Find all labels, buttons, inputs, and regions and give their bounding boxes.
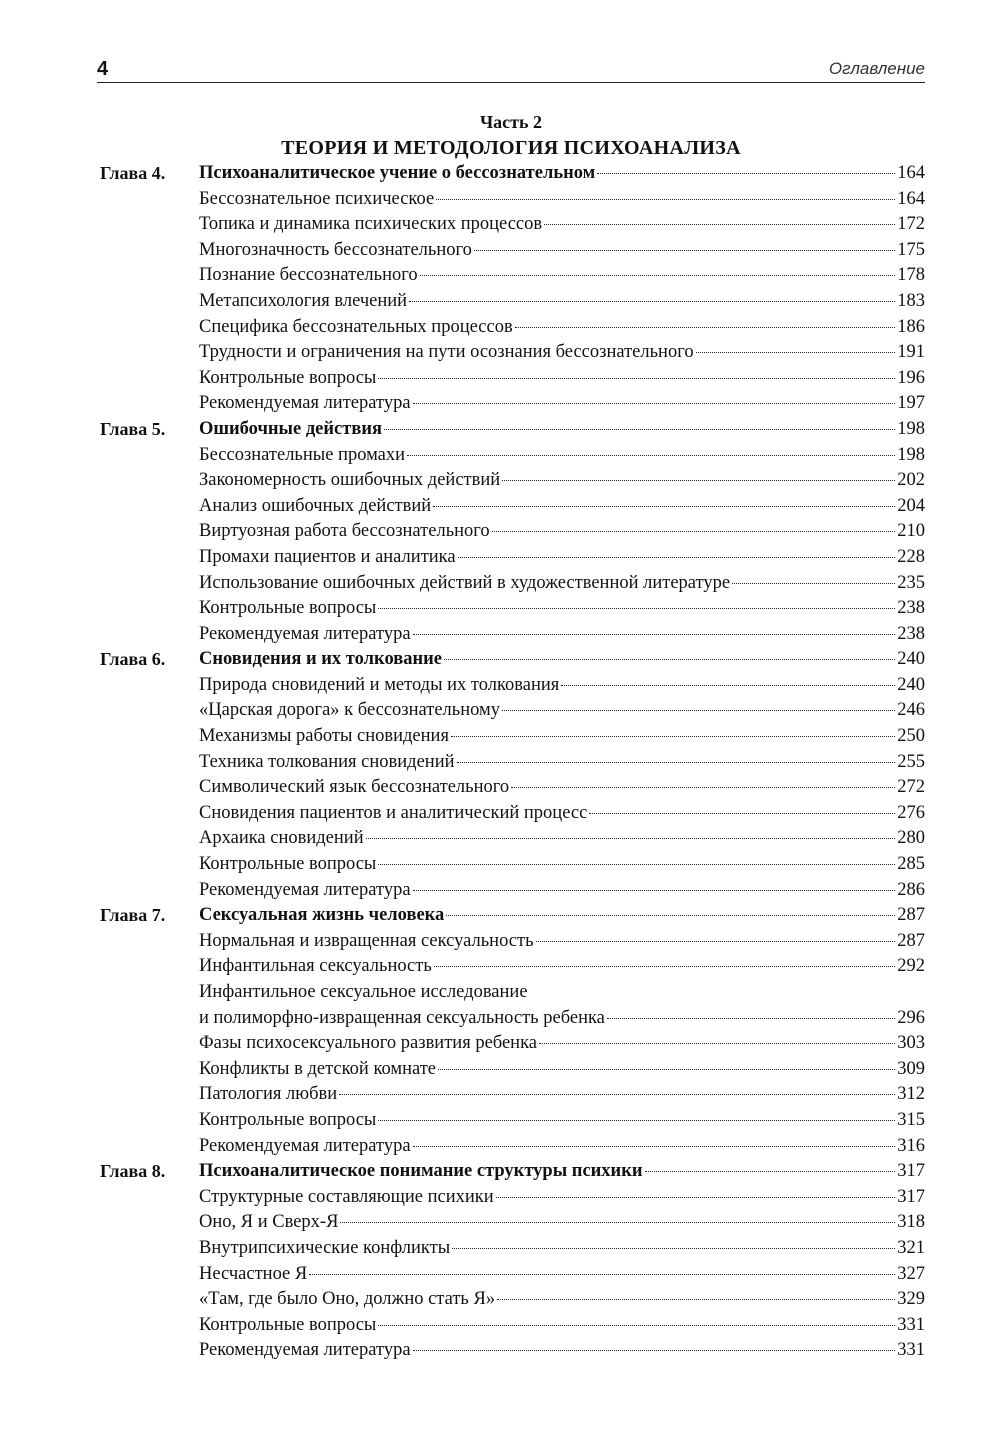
entry-title: Рекомендуемая литература <box>199 1135 411 1156</box>
dot-leader <box>502 710 895 711</box>
dot-leader <box>384 429 895 430</box>
entry-title: Патология любви <box>199 1084 338 1105</box>
entry-page-number: 164 <box>897 163 925 183</box>
dot-leader <box>696 352 896 353</box>
dot-leader <box>444 659 895 660</box>
entry-page-number: 317 <box>897 1161 925 1182</box>
section-row-entry[interactable] <box>199 1264 925 1285</box>
section-row[interactable] <box>0 853 1000 879</box>
table-of-contents <box>0 162 1000 1365</box>
section-row-entry[interactable] <box>199 445 925 466</box>
entry-title: «Царская дорога» к бессознательному <box>199 700 500 721</box>
entry-title: Метапсихология влечений <box>199 290 408 311</box>
entry-title: Топика и динамика психических процессов <box>199 214 543 235</box>
section-row-entry[interactable] <box>199 700 925 721</box>
section-row[interactable] <box>0 1135 1000 1161</box>
dot-leader <box>515 327 896 328</box>
entry-title: Контрольные вопросы <box>199 1314 377 1335</box>
dot-leader <box>502 480 895 481</box>
chapter-row[interactable] <box>0 1160 1000 1186</box>
entry-page-number: 235 <box>897 572 925 593</box>
dot-leader <box>409 301 895 302</box>
entry-page-number: 186 <box>897 316 925 337</box>
section-row-entry[interactable] <box>199 1084 925 1105</box>
dot-leader <box>458 557 896 558</box>
entry-title: Контрольные вопросы <box>199 1109 377 1130</box>
entry-title: Нормальная и извращенная сексуальность <box>199 930 534 951</box>
entry-page-number: 318 <box>897 1212 925 1233</box>
entry-title: Промахи пациентов и аналитика <box>199 546 456 567</box>
entry-page-number: 228 <box>897 546 925 567</box>
section-row-entry[interactable] <box>199 317 925 338</box>
part-label: Часть 2 <box>479 112 543 132</box>
dot-leader <box>497 1299 895 1300</box>
section-row[interactable] <box>0 725 1000 751</box>
section-row-entry[interactable] <box>199 726 925 747</box>
entry-page-number: 331 <box>897 1340 925 1361</box>
section-row[interactable] <box>0 239 1000 265</box>
section-row-entry[interactable] <box>199 982 925 1003</box>
entry-title: Психоаналитическое понимание структуры психики <box>199 1161 643 1182</box>
dot-leader <box>378 1120 895 1121</box>
section-row-entry[interactable] <box>199 573 925 594</box>
entry-page-number: 287 <box>897 905 925 926</box>
section-row[interactable] <box>0 981 1000 1007</box>
entry-title: Инфантильная сексуальность <box>199 956 432 977</box>
dot-leader <box>544 224 895 225</box>
dot-leader <box>561 685 895 686</box>
dot-leader <box>436 199 895 200</box>
section-row-entry[interactable] <box>199 1033 925 1054</box>
entry-page-number: 272 <box>897 777 925 798</box>
dot-leader <box>339 1094 895 1095</box>
dot-leader <box>378 378 895 379</box>
entry-title: Структурные составляющие психики <box>199 1186 494 1207</box>
section-row-entry[interactable] <box>199 777 925 798</box>
dot-leader <box>457 762 896 763</box>
section-row[interactable] <box>0 392 1000 418</box>
section-row[interactable] <box>0 1109 1000 1135</box>
dot-leader <box>539 1043 895 1044</box>
entry-page-number: 285 <box>897 854 925 875</box>
entry-title: Психоаналитическое учение о бессознательном <box>199 163 596 183</box>
part-title: ТЕОРИЯ И МЕТОДОЛОГИЯ ПСИХОАНАЛИЗА <box>281 137 741 159</box>
section-row-entry[interactable] <box>199 342 925 363</box>
section-row-entry[interactable] <box>199 1340 925 1361</box>
entry-title: Бессознательное психическое <box>199 188 435 209</box>
section-row-entry[interactable] <box>199 214 925 235</box>
entry-title: Механизмы работы сновидения <box>199 726 449 747</box>
section-row[interactable] <box>0 290 1000 316</box>
section-row[interactable] <box>0 699 1000 725</box>
section-row[interactable] <box>0 930 1000 956</box>
section-row-entry[interactable] <box>199 368 925 389</box>
entry-title: Ошибочные действия <box>199 418 383 439</box>
section-row-entry[interactable] <box>199 598 925 619</box>
section-row[interactable] <box>0 367 1000 393</box>
dot-leader <box>413 890 896 891</box>
dot-leader <box>413 1146 896 1147</box>
entry-title: Многозначность бессознательного <box>199 239 472 260</box>
section-row-entry[interactable] <box>199 803 925 824</box>
dot-leader <box>434 966 895 967</box>
entry-page-number: 317 <box>897 1186 925 1207</box>
entry-page-number: 197 <box>897 393 925 414</box>
entry-title: Архаика сновидений <box>199 828 364 849</box>
dot-leader <box>378 1325 895 1326</box>
section-row-entry[interactable] <box>199 547 925 568</box>
section-row-entry[interactable] <box>199 880 925 901</box>
dot-leader <box>438 1069 895 1070</box>
entry-title: Оно, Я и Сверх-Я <box>199 1212 339 1233</box>
entry-title: Трудности и ограничения на пути осознания бессознательного <box>199 342 694 363</box>
entry-page-number: 287 <box>897 930 925 951</box>
section-row[interactable] <box>0 879 1000 905</box>
entry-title: Конфликты в детской комнате <box>199 1058 437 1079</box>
section-row-continuation[interactable] <box>0 1007 1000 1033</box>
entry-title: Закономерность ошибочных действий <box>199 470 501 491</box>
entry-page-number: 172 <box>897 214 925 235</box>
entry-page-number: 202 <box>897 470 925 491</box>
entry-page-number: 240 <box>897 674 925 695</box>
entry-title: Символический язык бессознательного <box>199 777 510 798</box>
entry-title: Рекомендуемая литература <box>199 1340 411 1361</box>
entry-page-number: 292 <box>897 956 925 977</box>
dot-leader <box>378 608 895 609</box>
entry-title: Сновидения и их толкование <box>199 649 443 670</box>
section-row-entry[interactable] <box>199 828 925 849</box>
entry-page-number: 240 <box>897 649 925 670</box>
section-row[interactable] <box>0 674 1000 700</box>
section-row-entry[interactable] <box>199 956 925 977</box>
section-row[interactable] <box>0 520 1000 546</box>
dot-leader <box>420 275 896 276</box>
section-row[interactable] <box>0 546 1000 572</box>
section-row[interactable] <box>0 316 1000 342</box>
entry-title: и полиморфно-извращенная сексуальность ребенка <box>199 1007 605 1028</box>
entry-page-number: 175 <box>897 239 925 260</box>
section-row[interactable] <box>0 827 1000 853</box>
section-row-entry[interactable] <box>199 291 925 312</box>
dot-leader <box>413 1350 896 1351</box>
dot-leader <box>492 531 896 532</box>
entry-page-number: 198 <box>897 418 925 439</box>
entry-page-number: 191 <box>897 342 925 363</box>
entry-page-number: 255 <box>897 751 925 772</box>
section-row[interactable] <box>0 1288 1000 1314</box>
entry-page-number: 303 <box>897 1033 925 1054</box>
entry-title: Контрольные вопросы <box>199 854 377 875</box>
entry-title: Анализ ошибочных действий <box>199 495 432 516</box>
section-row-entry[interactable] <box>199 496 925 517</box>
dot-leader <box>340 1222 895 1223</box>
section-row[interactable] <box>0 1083 1000 1109</box>
entry-page-number: 246 <box>897 700 925 721</box>
chapter-row-entry[interactable] <box>199 419 925 440</box>
section-row[interactable] <box>0 623 1000 649</box>
entry-title: Бессознательные промахи <box>199 444 406 465</box>
entry-page-number: 204 <box>897 495 925 516</box>
dot-leader <box>433 506 895 507</box>
entry-title: Познание бессознательного <box>199 265 418 286</box>
section-row[interactable] <box>0 1314 1000 1340</box>
chapter-row-entry[interactable] <box>199 905 925 926</box>
entry-page-number: 238 <box>897 598 925 619</box>
section-row[interactable] <box>0 1237 1000 1263</box>
dot-leader <box>474 250 895 251</box>
entry-page-number: 315 <box>897 1109 925 1130</box>
entry-page-number: 331 <box>897 1314 925 1335</box>
chapter-row[interactable] <box>0 648 1000 674</box>
entry-page-number: 296 <box>897 1007 925 1028</box>
dot-leader <box>607 1018 895 1019</box>
section-row-entry[interactable] <box>199 1110 925 1131</box>
chapter-row-entry[interactable] <box>199 649 925 670</box>
entry-page-number: 183 <box>897 290 925 311</box>
dot-leader <box>536 941 896 942</box>
entry-page-number: 321 <box>897 1237 925 1258</box>
section-row[interactable] <box>0 264 1000 290</box>
entry-title: Использование ошибочных действий в художественной литературе <box>199 572 731 593</box>
section-row[interactable] <box>0 1032 1000 1058</box>
section-row-entry[interactable] <box>199 1187 925 1208</box>
chapter-label: Глава 6. <box>100 649 166 670</box>
section-row-entry[interactable] <box>199 521 925 542</box>
section-row-entry[interactable] <box>199 265 925 286</box>
section-row-entry[interactable] <box>199 1238 925 1259</box>
chapter-row[interactable] <box>0 162 1000 188</box>
chapter-row-entry[interactable] <box>199 1161 925 1182</box>
section-row[interactable] <box>0 188 1000 214</box>
entry-page-number: 198 <box>897 444 925 465</box>
dot-leader <box>366 838 896 839</box>
section-row[interactable] <box>0 1339 1000 1365</box>
dot-leader <box>407 455 895 456</box>
entry-page-number: 327 <box>897 1263 925 1284</box>
chapter-label: Глава 5. <box>100 418 166 439</box>
entry-page-number: 164 <box>897 188 925 209</box>
dot-leader <box>589 813 895 814</box>
section-row-entry[interactable] <box>199 240 925 261</box>
running-head: Оглавление <box>828 59 925 78</box>
entry-page-number: 329 <box>897 1289 925 1310</box>
section-row-entry[interactable] <box>199 1212 925 1233</box>
dot-leader <box>496 1197 896 1198</box>
dot-leader <box>451 736 895 737</box>
entry-page-number: 312 <box>897 1084 925 1105</box>
dot-leader <box>645 1171 896 1172</box>
section-row-continuation-entry[interactable] <box>199 1008 925 1029</box>
section-row[interactable] <box>0 1211 1000 1237</box>
section-row[interactable] <box>0 213 1000 239</box>
entry-title: Контрольные вопросы <box>199 598 377 619</box>
section-row[interactable] <box>0 1263 1000 1289</box>
section-row-entry[interactable] <box>199 1136 925 1157</box>
entry-title: Виртуозная работа бессознательного <box>199 521 490 542</box>
chapter-label: Глава 8. <box>100 1161 166 1182</box>
dot-leader <box>446 915 895 916</box>
entry-page-number: 309 <box>897 1058 925 1079</box>
dot-leader <box>452 1248 895 1249</box>
section-row[interactable] <box>0 751 1000 777</box>
page-header <box>97 58 925 83</box>
chapter-label: Глава 4. <box>100 163 166 183</box>
chapter-row-entry[interactable] <box>199 163 925 184</box>
section-row-entry[interactable] <box>199 931 925 952</box>
section-row-entry[interactable] <box>199 752 925 773</box>
entry-title: Внутрипсихические конфликты <box>199 1237 451 1258</box>
section-row[interactable] <box>0 495 1000 521</box>
section-row-entry[interactable] <box>199 393 925 414</box>
entry-title: Несчастное Я <box>199 1263 308 1284</box>
section-row[interactable] <box>0 469 1000 495</box>
entry-page-number: 178 <box>897 265 925 286</box>
section-row-entry[interactable] <box>199 1315 925 1336</box>
entry-page-number: 286 <box>897 879 925 900</box>
section-row-entry[interactable] <box>199 1289 925 1310</box>
entry-title: Рекомендуемая литература <box>199 879 411 900</box>
dot-leader <box>597 173 895 174</box>
entry-page-number: 238 <box>897 623 925 644</box>
dot-leader <box>309 1274 895 1275</box>
entry-page-number: 196 <box>897 367 925 388</box>
section-row-entry[interactable] <box>199 854 925 875</box>
section-row[interactable] <box>0 1186 1000 1212</box>
entry-title: Природа сновидений и методы их толкования <box>199 674 560 695</box>
section-row[interactable] <box>0 341 1000 367</box>
entry-page-number: 280 <box>897 828 925 849</box>
section-row[interactable] <box>0 597 1000 623</box>
entry-title: Сновидения пациентов и аналитический процесс <box>199 802 588 823</box>
section-row-entry[interactable] <box>199 624 925 645</box>
dot-leader <box>378 864 895 865</box>
section-row[interactable] <box>0 955 1000 981</box>
entry-page-number: 316 <box>897 1135 925 1156</box>
entry-title: Специфика бессознательных процессов <box>199 316 513 337</box>
entry-title: «Там, где было Оно, должно стать Я» <box>199 1289 496 1310</box>
entry-title: Сексуальная жизнь человека <box>199 905 445 926</box>
section-row[interactable] <box>0 776 1000 802</box>
entry-title: Фазы психосексуального развития ребенка <box>199 1033 537 1054</box>
entry-title: Рекомендуемая литература <box>199 393 411 414</box>
entry-page-number: 210 <box>897 521 925 542</box>
dot-leader <box>511 787 895 788</box>
section-row[interactable] <box>0 572 1000 598</box>
entry-title: Рекомендуемая литература <box>199 623 411 644</box>
dot-leader <box>413 403 896 404</box>
dot-leader <box>732 583 895 584</box>
chapter-row[interactable] <box>0 904 1000 930</box>
entry-page-number: 250 <box>897 726 925 747</box>
entry-title: Техника толкования сновидений <box>199 751 455 772</box>
entry-title: Контрольные вопросы <box>199 367 377 388</box>
section-row[interactable] <box>0 802 1000 828</box>
section-row-entry[interactable] <box>199 1059 925 1080</box>
chapter-label: Глава 7. <box>100 905 166 926</box>
page-number: 4 <box>97 58 109 80</box>
entry-page-number: 276 <box>897 802 925 823</box>
section-row[interactable] <box>0 1058 1000 1084</box>
dot-leader <box>413 634 896 635</box>
entry-title: Инфантильное сексуальное исследование <box>199 982 528 1002</box>
chapter-row[interactable] <box>0 418 1000 444</box>
section-row-entry[interactable] <box>199 470 925 491</box>
section-row-entry[interactable] <box>199 675 925 696</box>
section-row-entry[interactable] <box>199 189 925 210</box>
section-row[interactable] <box>0 444 1000 470</box>
